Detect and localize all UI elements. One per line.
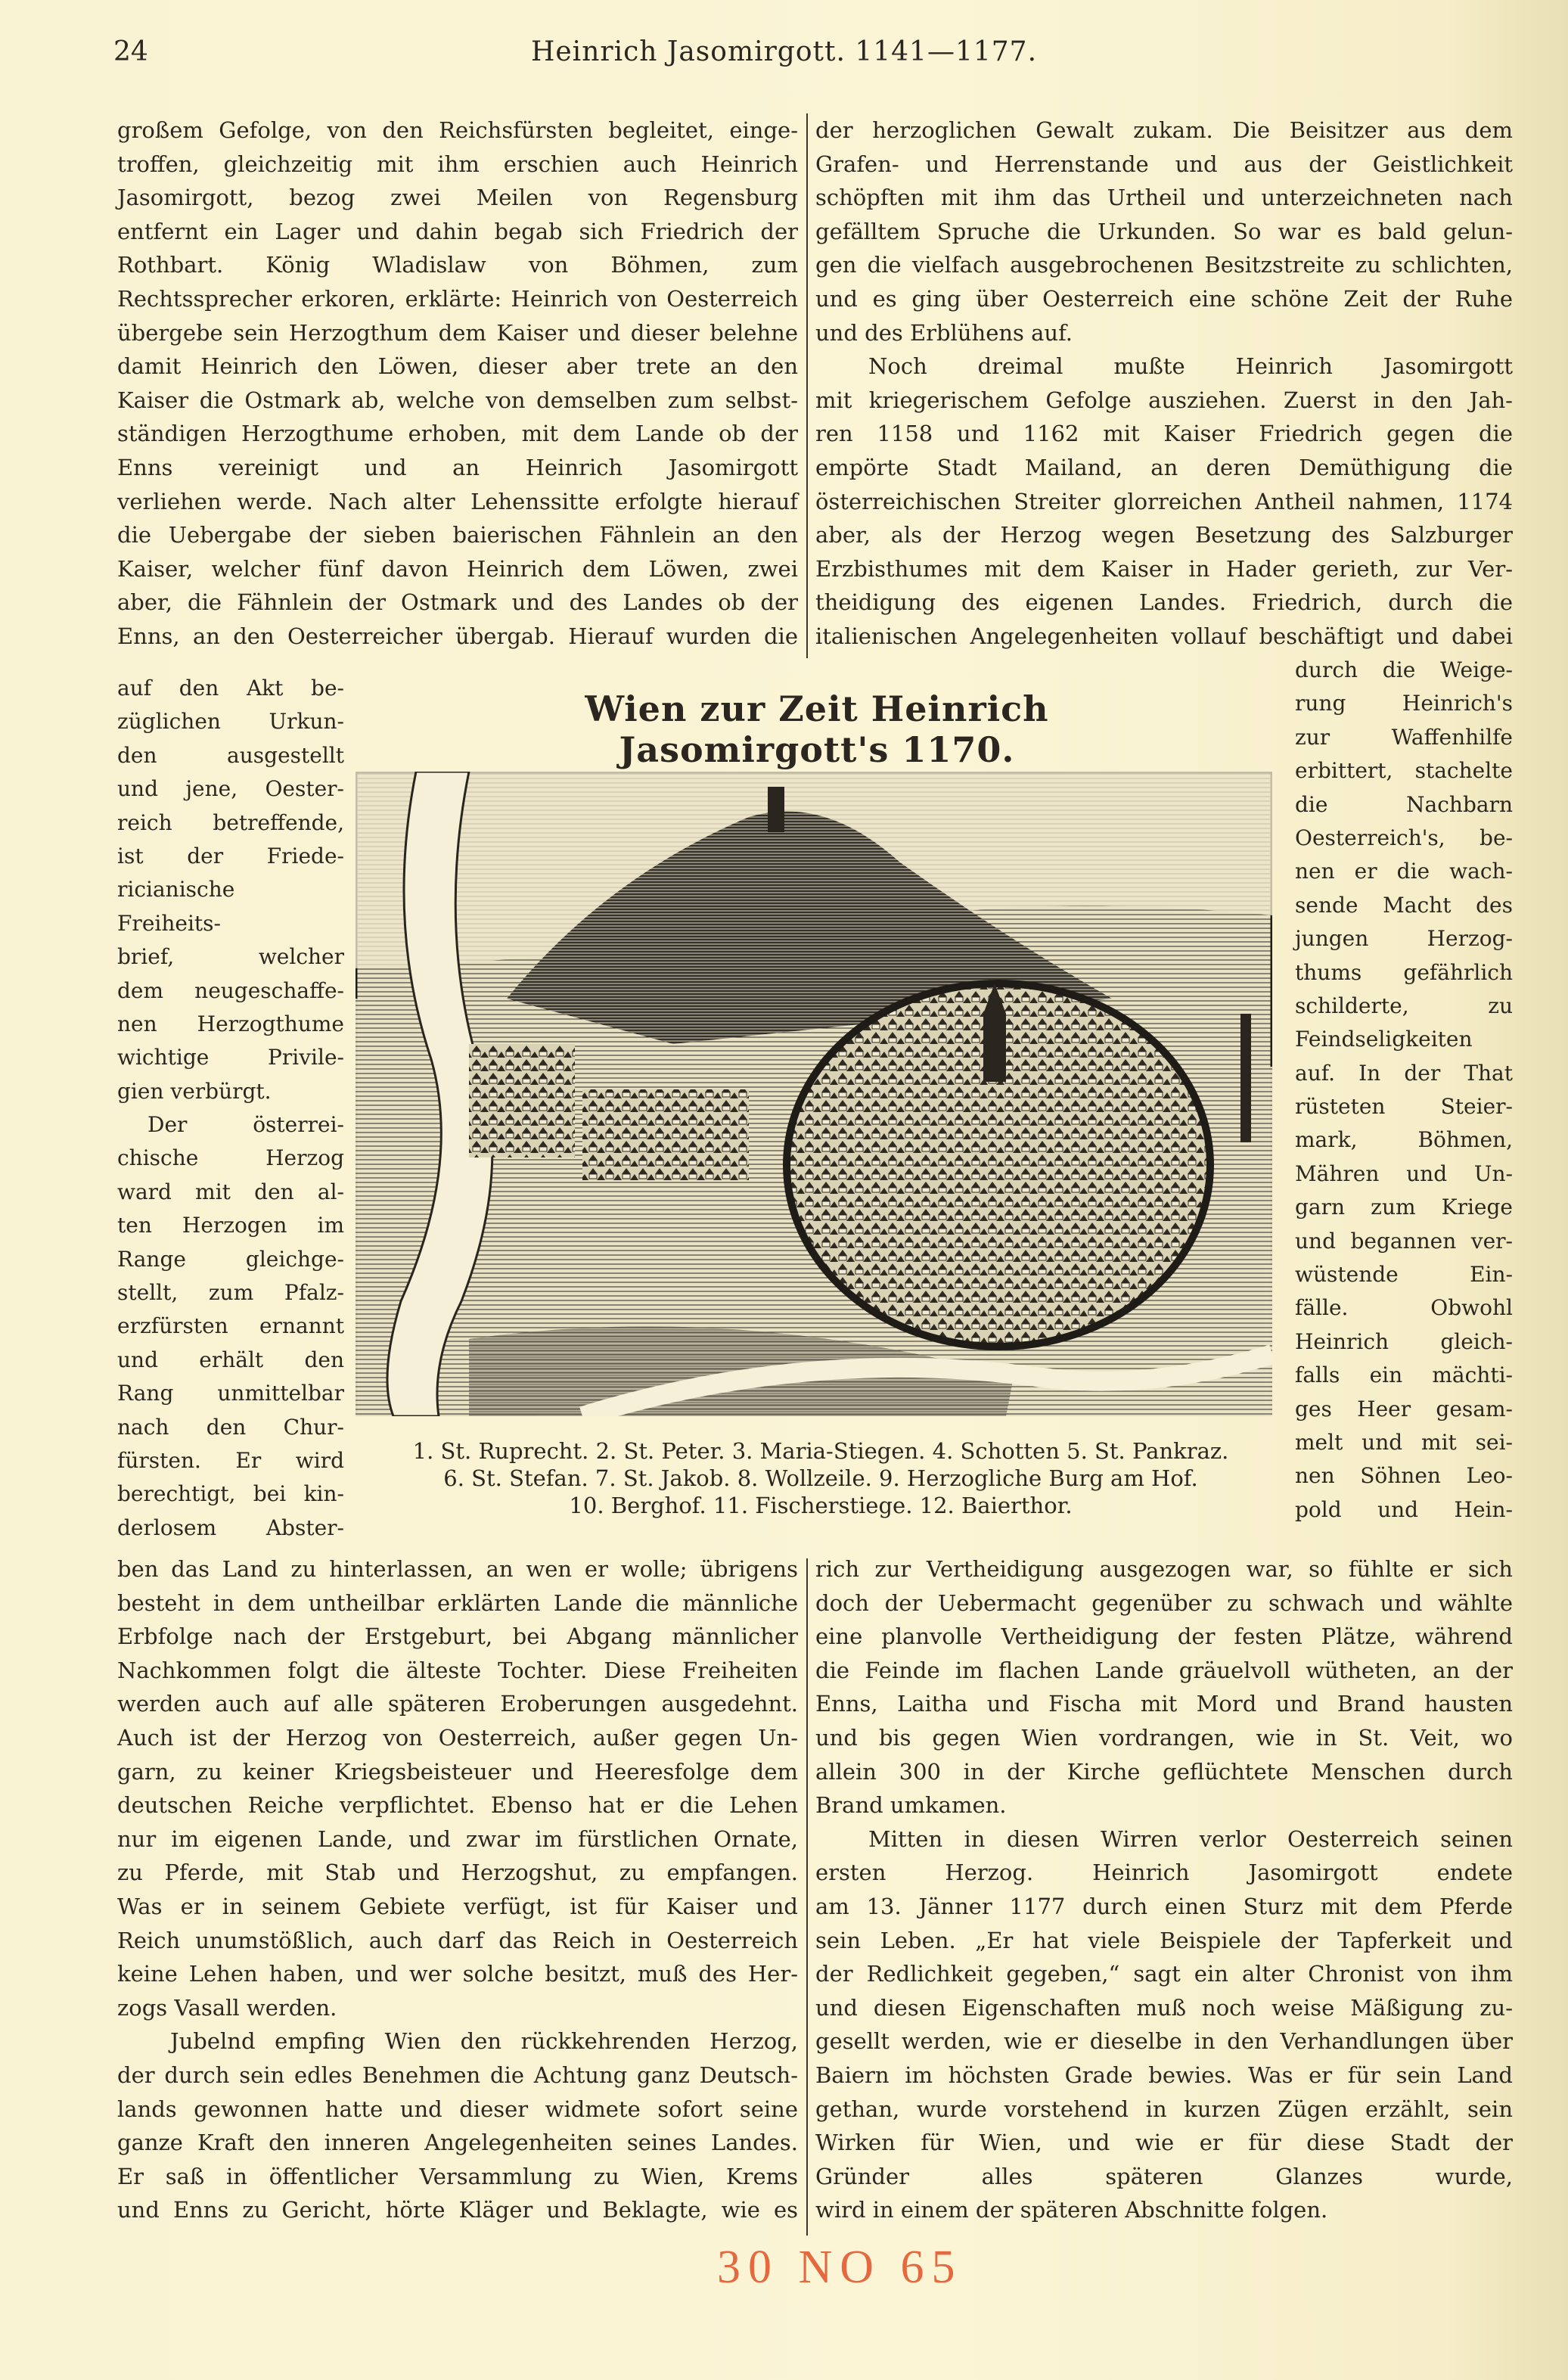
text-line: stellt, zum Pfalz-: [117, 1280, 344, 1306]
text-line: wichtige Privile-: [117, 1045, 344, 1070]
text-line: pold und Hein-: [1295, 1496, 1513, 1522]
text-line: ricianische: [117, 877, 235, 903]
text-line: gethan, wurde vorstehend in kurzen Zügen erzählt, sein: [815, 2096, 1513, 2122]
text-line: Freiheits-: [117, 910, 221, 936]
hill-tower: [768, 787, 784, 832]
text-line: Erbfolge nach der Erstgeburt, bei Abgang männlicher: [117, 1623, 798, 1650]
text-line: und bis gegen Wien vordrangen, wie in St. Veit, wo: [815, 1724, 1513, 1751]
text-line: der herzoglichen Gewalt zukam. Die Beisitzer aus dem: [815, 117, 1513, 143]
text-line: züglichen Urkun-: [117, 709, 344, 735]
caption-line: 6. St. Stefan. 7. St. Jakob. 8. Wollzeile. 9. Herzogliche Burg am Hof.: [443, 1465, 1198, 1491]
column-rule-top: [806, 113, 808, 658]
text-line: garn zum Kriege: [1295, 1195, 1513, 1220]
text-line: der Redlichkeit gegeben,“ sagt ein alter Chronist von ihm: [815, 1961, 1513, 1987]
text-line: nen er die wach-: [1295, 859, 1513, 884]
text-line: derlosem Abster-: [117, 1515, 344, 1540]
text-line: berechtigt, bei kin-: [117, 1481, 344, 1507]
text-line: Brand umkamen.: [815, 1792, 1007, 1819]
column-rule-bottom: [806, 1558, 808, 2236]
text-line: garn, zu keiner Kriegsbeisteuer und Heeresfolge dem: [117, 1758, 798, 1785]
text-line: mark, Böhmen,: [1295, 1127, 1513, 1153]
text-line: fälle. Obwohl: [1295, 1295, 1513, 1321]
text-line: Mähren und Un-: [1295, 1160, 1513, 1186]
text-line: und des Erblühens auf.: [815, 319, 1073, 346]
text-line: Jubelnd empfing Wien den rückkehrenden Herzog,: [170, 2028, 798, 2055]
text-line: die Nachbarn: [1295, 791, 1513, 817]
text-column-narrow-right: [1295, 654, 1513, 1527]
text-line: am 13. Jänner 1177 durch einen Sturz mit dem Pferde: [815, 1893, 1513, 1919]
text-line: verliehen werde. Nach alter Lehenssitte erfolgte hierauf: [117, 488, 798, 514]
text-line: übergebe sein Herzogthum dem Kaiser und dieser belehne: [117, 319, 798, 346]
text-line: die Uebergabe der sieben baierischen Fähnlein an den: [117, 522, 798, 548]
text-line: österreichischen Streiter glorreichen Antheil nahmen, 1174: [815, 488, 1513, 514]
text-line: der durch sein edles Benehmen die Achtung ganz Deutsch-: [117, 2062, 798, 2088]
text-line: Oesterreich's, be-: [1295, 825, 1513, 850]
text-line: Gründer alles späteren Glanzes wurde,: [815, 2163, 1513, 2189]
text-line: aber, als der Herzog wegen Besetzung des Salzburger: [815, 522, 1513, 548]
text-column-top-left: [117, 113, 798, 654]
text-line: damit Heinrich den Löwen, dieser aber trete an den: [117, 353, 798, 380]
text-line: den ausgestellt: [117, 742, 344, 768]
text-line: und erhält den: [117, 1347, 344, 1372]
text-line: chische Herzog: [117, 1145, 344, 1171]
text-line: Reich unumstößlich, auch darf das Reich in Oesterreich: [117, 1927, 798, 1953]
text-line: eine planvolle Vertheidigung der festen Plätze, während: [815, 1623, 1513, 1650]
text-line: ren 1158 und 1162 mit Kaiser Friedrich gegen die: [815, 421, 1513, 447]
text-line: zu Pferde, mit Stab und Herzogshut, zu empfangen.: [117, 1860, 798, 1886]
text-line: ten Herzogen im: [117, 1213, 344, 1238]
text-line: theidigung des eigenen Landes. Friedrich, durch die: [815, 589, 1513, 616]
text-line: ist der Friede-: [117, 843, 344, 868]
text-line: ständigen Herzogthume erhoben, mit dem Lande ob der: [117, 421, 798, 447]
text-line: wüstende Ein-: [1295, 1262, 1513, 1288]
text-line: thums gefährlich: [1295, 959, 1513, 985]
text-line: nen Söhnen Leo-: [1295, 1463, 1513, 1489]
text-line: gesellt werden, wie er dieselbe in den Verhandlungen über: [815, 2028, 1513, 2055]
illustration-title: Wien zur Zeit Heinrich Jasomirgott's 1170.: [585, 688, 1049, 770]
text-line: nach den Chur-: [117, 1414, 344, 1440]
text-line: allein 300 in der Kirche geflüchtete Menschen durch: [815, 1758, 1513, 1785]
text-line: Was er in seinem Gebiete verfügt, ist für Kaiser und: [117, 1893, 798, 1919]
text-line: gefälltem Spruche die Urkunden. So war es bald gelun-: [815, 218, 1513, 244]
text-line: Enns, an den Oesterreicher übergab. Hierauf wurden die: [117, 623, 798, 649]
text-column-narrow-left: [117, 672, 344, 1545]
library-date-stamp: 30 NO 65: [717, 2242, 963, 2293]
page-number: 24: [113, 36, 148, 67]
text-line: sende Macht des: [1295, 892, 1513, 918]
text-line: zogs Vasall werden.: [117, 1994, 337, 2021]
text-line: Range gleichge-: [117, 1246, 344, 1272]
text-line: und begannen ver-: [1295, 1228, 1513, 1254]
text-line: und Enns zu Gericht, hörte Kläger und Beklagte, wie es: [117, 2197, 798, 2223]
text-line: sein Leben. „Er hat viele Beispiele der Tapferkeit und: [815, 1927, 1513, 1953]
text-line: Heinrich gleich-: [1295, 1328, 1513, 1354]
text-line: Erzbisthumes mit dem Kaiser in Hader gerieth, zur Ver-: [815, 555, 1513, 582]
illustration-caption: [348, 1437, 1293, 1519]
text-line: wird in einem der späteren Abschnitte folgen.: [815, 2197, 1328, 2223]
text-line: rich zur Vertheidigung ausgezogen war, so fühlte er sich: [815, 1556, 1513, 1582]
text-line: melt und mit sei-: [1295, 1429, 1513, 1455]
text-line: ward mit den al-: [117, 1179, 344, 1204]
text-line: zur Waffenhilfe: [1295, 724, 1513, 750]
text-line: dem neugeschaffe-: [117, 977, 344, 1003]
text-line: Grafen- und Herrenstande und aus der Geistlichkeit: [815, 151, 1513, 177]
caption-line: 1. St. Ruprecht. 2. St. Peter. 3. Maria-Stiegen. 4. Schotten 5. St. Pankraz.: [412, 1438, 1229, 1464]
text-line: Rechtssprecher erkoren, erklärte: Heinrich von Oesterreich: [117, 285, 798, 312]
text-line: reich betreffende,: [117, 809, 344, 835]
text-line: die Feinde im flachen Lande gräuelvoll wütheten, an der: [815, 1657, 1513, 1683]
text-line: Noch dreimal mußte Heinrich Jasomirgott: [868, 353, 1513, 380]
text-line: Feindseligkeiten: [1295, 1027, 1473, 1052]
text-line: ges Heer gesam-: [1295, 1396, 1513, 1421]
text-line: gen die vielfach ausgebrochenen Besitzstreite zu schlichten,: [815, 252, 1513, 278]
text-column-top-right: [815, 113, 1513, 654]
text-line: Enns vereinigt und an Heinrich Jasomirgott: [117, 454, 798, 480]
text-line: besteht in dem untheilbar erklärten Lande die männliche: [117, 1589, 798, 1616]
text-line: Auch ist der Herzog von Oesterreich, außer gegen Un-: [117, 1724, 798, 1751]
text-line: nen Herzogthume: [117, 1011, 344, 1036]
illustration-vienna-engraving: [356, 772, 1272, 1416]
text-line: auf. In der That: [1295, 1060, 1513, 1086]
text-line: Kaiser die Ostmark ab, welche von demselben zum selbst-: [117, 387, 798, 413]
text-line: Er saß in öffentlicher Versammlung zu Wien, Krems: [117, 2163, 798, 2189]
running-title: Heinrich Jasomirgott. 1141—1177.: [530, 36, 1038, 67]
text-line: entfernt ein Lager und dahin begab sich Friedrich der: [117, 218, 798, 244]
text-column-bottom-left: [117, 1552, 798, 2227]
text-line: keine Lehen haben, und wer solche besitzt, muß des Her-: [117, 1961, 798, 1987]
text-line: Nachkommen folgt die älteste Tochter. Diese Freiheiten: [117, 1657, 798, 1683]
text-line: rüsteten Steier-: [1295, 1094, 1513, 1120]
text-line: brief, welcher: [117, 944, 344, 970]
text-line: Rothbart. König Wladislaw von Böhmen, zum: [117, 252, 798, 278]
text-line: lands gewonnen hatte und dieser widmete sofort seine: [117, 2096, 798, 2122]
text-line: italienischen Angelegenheiten vollauf beschäftigt und dabei: [815, 623, 1513, 649]
text-line: erzfürsten ernannt: [117, 1313, 344, 1339]
text-line: Wirken für Wien, und wie er für diese Stadt der: [815, 2130, 1513, 2156]
text-line: Baiern im höchsten Grade bewies. Was er für sein Land: [815, 2062, 1513, 2088]
text-line: Mitten in diesen Wirren verlor Oesterreich seinen: [868, 1825, 1513, 1852]
text-line: Rang unmittelbar: [117, 1381, 344, 1406]
text-line: Enns, Laitha und Fischa mit Mord und Brand hausten: [815, 1691, 1513, 1717]
text-line: erbittert, stachelte: [1295, 758, 1513, 784]
text-line: fürsten. Er wird: [117, 1447, 344, 1473]
text-line: durch die Weige-: [1295, 657, 1513, 682]
text-line: werden auch auf alle späteren Eroberungen ausgedehnt.: [117, 1691, 798, 1717]
text-line: Der österrei-: [147, 1112, 344, 1138]
text-line: mit kriegerischem Gefolge ausziehen. Zuerst in den Jah-: [815, 387, 1513, 413]
text-line: großem Gefolge, von den Reichsfürsten begleitet, einge-: [117, 117, 798, 143]
text-line: Jasomirgott, bezog zwei Meilen von Regensburg: [117, 185, 798, 211]
text-line: empörte Stadt Mailand, an deren Demüthigung die: [815, 454, 1513, 480]
text-line: deutschen Reiche verpflichtet. Ebenso hat er die Lehen: [117, 1792, 798, 1819]
text-line: doch der Uebermacht gegenüber zu schwach und wählte: [815, 1589, 1513, 1616]
text-line: aber, die Fähnlein der Ostmark und des Landes ob der: [117, 589, 798, 616]
text-line: ganze Kraft den inneren Angelegenheiten seines Landes.: [117, 2130, 798, 2156]
text-line: schöpften mit ihm das Urtheil und unterzeichneten nach: [815, 185, 1513, 211]
text-line: nur im eigenen Lande, und zwar im fürstlichen Ornate,: [117, 1825, 798, 1852]
text-line: ersten Herzog. Heinrich Jasomirgott endete: [815, 1860, 1513, 1886]
text-line: troffen, gleichzeitig mit ihm erschien auch Heinrich: [117, 151, 798, 177]
text-line: Kaiser, welcher fünf davon Heinrich dem Löwen, zwei: [117, 555, 798, 582]
text-line: und jene, Oester-: [117, 776, 344, 802]
text-line: und es ging über Oesterreich eine schöne Zeit der Ruhe: [815, 285, 1513, 312]
text-line: ben das Land zu hinterlassen, an wen er wolle; übrigens: [117, 1556, 798, 1582]
text-line: schilderte, zu: [1295, 993, 1513, 1018]
text-line: falls ein mächti-: [1295, 1362, 1513, 1388]
text-line: auf den Akt be-: [117, 676, 344, 701]
caption-line: 10. Berghof. 11. Fischerstiege. 12. Baierthor.: [569, 1493, 1073, 1518]
text-column-bottom-right: [815, 1552, 1513, 2227]
text-line: jungen Herzog-: [1295, 926, 1513, 952]
text-line: und diesen Eigenschaften muß noch weise Mäßigung zu-: [815, 1994, 1513, 2021]
text-line: rung Heinrich's: [1295, 691, 1513, 716]
text-line: gien verbürgt.: [117, 1078, 272, 1104]
